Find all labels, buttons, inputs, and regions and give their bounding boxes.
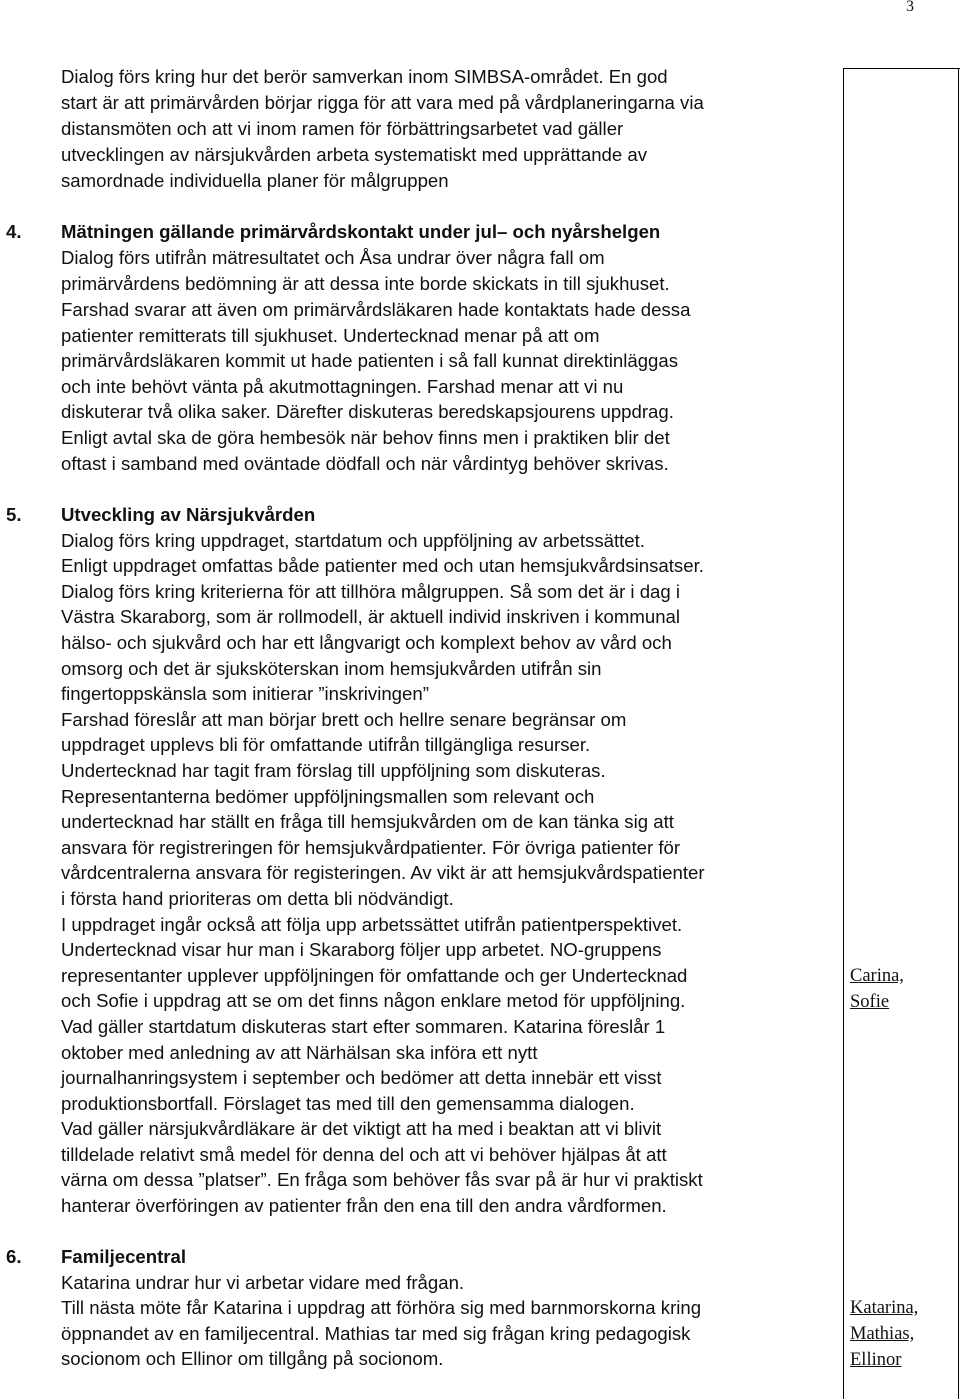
section-line: oftast i samband med oväntade dödfall och när vårdintyg behöver skrivas. — [61, 453, 669, 474]
section-line: fingertoppskänsla som initierar ”inskrivingen” — [61, 683, 429, 704]
section-line: Till nästa möte får Katarina i uppdrag att förhöra sig med barnmorskorna kring — [61, 1297, 702, 1318]
responsible-persons — [850, 963, 904, 1015]
section-line: öppnandet av en familjecentral. Mathias tar med sig frågan kring pedagogisk — [61, 1323, 691, 1344]
section-line: Vad gäller närsjukvårdläkare är det viktigt att ha med i beaktan att vi blivit — [61, 1118, 662, 1139]
section-line: I uppdraget ingår också att följa upp arbetssättet utifrån patientperspektivet. — [61, 914, 683, 935]
section-line: uppdraget upplevs bli för omfattande utifrån tillgängliga resurser. — [61, 734, 591, 755]
section-line: Undertecknad har tagit fram förslag till uppföljning som diskuteras. — [61, 760, 606, 781]
section-line: Dialog förs kring uppdraget, startdatum och uppföljning av arbetssättet. — [61, 530, 645, 551]
section-heading: Mätningen gällande primärvårdskontakt under jul– och nyårshelgen — [61, 221, 661, 242]
section-line: Katarina undrar hur vi arbetar vidare med frågan. — [61, 1272, 465, 1293]
section-line: produktionsbortfall. Förslaget tas med till den gemensamma dialogen. — [61, 1093, 635, 1114]
section-line: värna om dessa ”platser”. En fråga som behöver fås svar på är hur vi praktiskt — [61, 1169, 703, 1190]
section-line: primärvårdens bedömning är att dessa inte borde skickats in till sjukhuset. — [61, 273, 670, 294]
section-line: socionom och Ellinor om tillgång på socionom. — [61, 1348, 444, 1369]
section-line: tilldelade relativt små medel för denna del och att vi behöver hjälpas åt att — [61, 1144, 667, 1165]
section-heading: Familjecentral — [61, 1246, 187, 1267]
section-line: Representanterna bedömer uppföljningsmallen som relevant och — [61, 786, 595, 807]
table-top-border — [843, 68, 960, 69]
section-line: representanter upplever uppföljningen för omfattande och ger Undertecknad — [61, 965, 688, 986]
table-right-border — [958, 68, 959, 1399]
section-line: undertecknad har ställt en fråga till hemsjukvården om de kan tänka sig att — [61, 811, 674, 832]
section-line: och inte behövt vänta på akutmottagningen. Farshad menar att vi nu — [61, 376, 624, 397]
section-number: 6. — [6, 1246, 22, 1267]
intro-line: start är att primärvården börjar rigga för att vara med på vårdplaneringarna via — [61, 92, 704, 113]
responsible-persons — [850, 1295, 918, 1373]
section-line: journalhanringsystem i september och bedömer att detta innebär ett visst — [61, 1067, 662, 1088]
responsible-name: Sofie — [850, 992, 890, 1012]
section-heading: Utveckling av Närsjukvården — [61, 504, 316, 525]
section-line: och Sofie i uppdrag att se om det finns någon enklare metod för uppföljning. — [61, 990, 686, 1011]
section-line: hälso- och sjukvård och har ett långvarigt och komplext behov av vård och — [61, 632, 672, 653]
page-number: 3 — [906, 0, 914, 15]
intro-line: distansmöten och att vi inom ramen för förbättringsarbetet vad gäller — [61, 118, 624, 139]
section-number: 5. — [6, 504, 22, 525]
section-line: Enligt avtal ska de göra hembesök när behov finns men i praktiken blir det — [61, 427, 670, 448]
section-line: ansvara för registreringen för hemsjukvårdpatienter. För övriga patienter för — [61, 837, 681, 858]
section-line: patienter remitterats till sjukhuset. Undertecknad menar på att om — [61, 325, 600, 346]
section-line: hanterar överföringen av patienter från den ena till den andra vårdformen. — [61, 1195, 667, 1216]
section-line: omsorg och det är sjuksköterskan inom hemsjukvården utifrån sin — [61, 658, 602, 679]
section-line: primärvårdsläkaren kommit ut hade patienten i så fall kunnat direktinläggas — [61, 350, 679, 371]
section-number: 4. — [6, 221, 22, 242]
intro-line: samordnade individuella planer för målgruppen — [61, 170, 449, 191]
intro-line: Dialog förs kring hur det berör samverkan inom SIMBSA-området. En god — [61, 66, 668, 87]
section-line: i första hand prioriteras om detta bli nödvändigt. — [61, 888, 454, 909]
intro-line: utvecklingen av närsjukvården arbeta systematiskt med upprättande av — [61, 144, 648, 165]
section-line: Dialog förs kring kriterierna för att tillhöra målgruppen. Så som det är i dag i — [61, 581, 681, 602]
section-line: diskuterar två olika saker. Därefter diskuteras beredskapsjourens uppdrag. — [61, 401, 674, 422]
section-line: vårdcentralerna ansvara för registeringen. Av vikt är att hemsjukvårdspatienter — [61, 862, 705, 883]
section-line: Undertecknad visar hur man i Skaraborg följer upp arbetet. NO-gruppens — [61, 939, 662, 960]
section-line: Vad gäller startdatum diskuteras start efter sommaren. Katarina föreslår 1 — [61, 1016, 666, 1037]
section-line: Farshad föreslår att man börjar brett och hellre senare begränsar om — [61, 709, 627, 730]
section-line: oktober med anledning av att Närhälsan ska införa ett nytt — [61, 1042, 538, 1063]
table-column-divider — [843, 68, 844, 1399]
responsible-name: Carina, — [850, 966, 904, 986]
responsible-name: Katarina, — [850, 1298, 919, 1318]
section-line: Västra Skaraborg, som är rollmodell, är aktuell individ inskriven i kommunal — [61, 606, 681, 627]
section-line: Dialog förs utifrån mätresultatet och Åsa undrar över några fall om — [61, 247, 605, 268]
section-line: Farshad svarar att även om primärvårdsläkaren hade kontaktats hade dessa — [61, 299, 691, 320]
responsible-name: Mathias, — [850, 1324, 915, 1344]
section-line: Enligt uppdraget omfattas både patienter med och utan hemsjukvårdsinsatser. — [61, 555, 704, 576]
responsible-name: Ellinor — [850, 1350, 902, 1370]
